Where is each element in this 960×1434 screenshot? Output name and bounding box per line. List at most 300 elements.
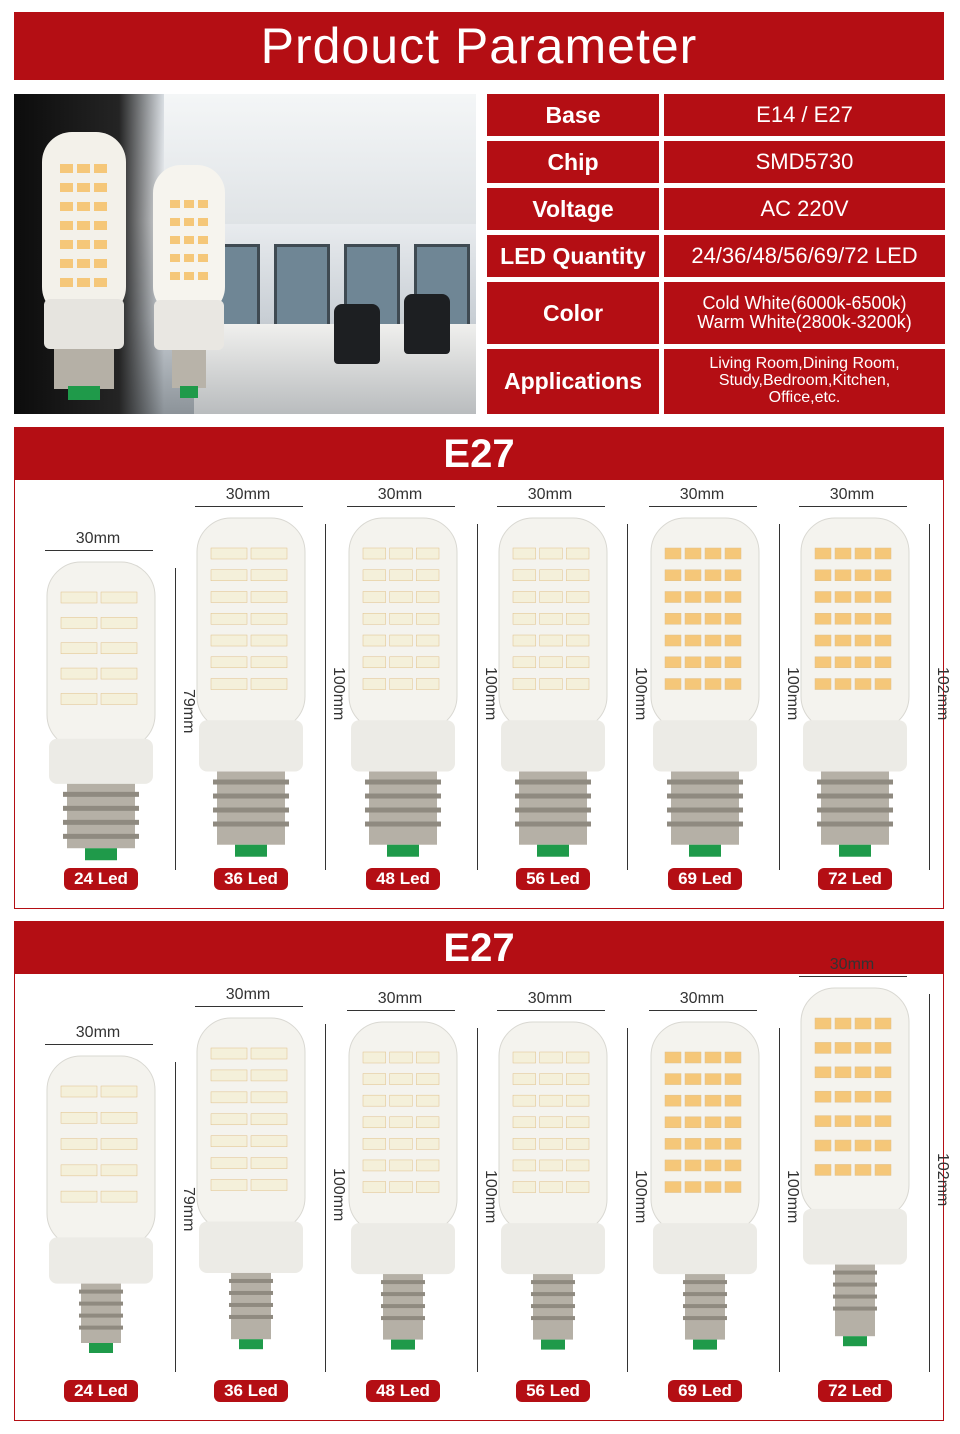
- led-chip: [875, 1067, 891, 1078]
- led-chip: [566, 1117, 589, 1128]
- led-chip: [705, 548, 721, 559]
- led-chip: [251, 635, 287, 646]
- led-chip: [61, 1139, 97, 1150]
- e27-corn-bulb-image: [41, 558, 161, 880]
- led-chip: [60, 183, 73, 192]
- led-chip: [363, 1138, 386, 1149]
- led-chip: [855, 679, 871, 690]
- led-chip: [211, 679, 247, 690]
- led-chip: [513, 635, 536, 646]
- led-chip: [416, 1117, 439, 1128]
- led-count-label: 56 Led: [516, 868, 590, 890]
- base-thread: [683, 1304, 727, 1308]
- width-dimension: 30mm: [829, 486, 875, 503]
- led-chip: [416, 1182, 439, 1193]
- product-card: [33, 428, 197, 908]
- led-chip: [685, 1160, 701, 1171]
- led-chip: [101, 668, 137, 679]
- page-title: Prdouct Parameter: [260, 18, 698, 74]
- led-chip: [94, 202, 107, 211]
- base-thread: [213, 780, 289, 785]
- led-chip: [513, 570, 536, 581]
- base-tip: [85, 848, 117, 860]
- led-chip: [363, 548, 386, 559]
- led-chip: [184, 200, 194, 208]
- led-chip: [855, 613, 871, 624]
- led-chip: [390, 657, 413, 668]
- led-chip: [540, 635, 563, 646]
- width-dimension: 30mm: [225, 486, 271, 503]
- base-thread: [229, 1315, 273, 1319]
- led-chip: [855, 1091, 871, 1102]
- height-dimension: 100mm: [632, 667, 649, 721]
- led-chip: [540, 1095, 563, 1106]
- led-chip: [101, 1086, 137, 1097]
- led-chip: [251, 1180, 287, 1191]
- led-chip: [725, 613, 741, 624]
- led-chip: [198, 272, 208, 280]
- led-chip: [416, 657, 439, 668]
- width-dimension-line: [347, 506, 455, 507]
- led-chip: [211, 1114, 247, 1125]
- bulb-collar: [351, 720, 455, 771]
- led-count-label: 24 Led: [64, 1380, 138, 1402]
- led-chip: [61, 1086, 97, 1097]
- led-chip: [416, 1074, 439, 1085]
- led-chip: [251, 1136, 287, 1147]
- led-chip: [685, 1095, 701, 1106]
- led-chip: [540, 1074, 563, 1085]
- base-thread: [515, 794, 591, 799]
- led-chip: [94, 240, 107, 249]
- led-chip: [251, 613, 287, 624]
- height-dimension: 79mm: [180, 689, 197, 734]
- led-chip: [725, 1052, 741, 1063]
- led-chip: [665, 592, 681, 603]
- width-dimension: 30mm: [75, 1024, 121, 1041]
- height-dimension-line: [627, 1028, 628, 1372]
- led-chip: [705, 679, 721, 690]
- width-dimension: 30mm: [527, 990, 573, 1007]
- led-chip: [363, 1160, 386, 1171]
- bulb-cover: [47, 562, 155, 749]
- base-thread: [515, 822, 591, 827]
- section-title: E27: [443, 431, 515, 476]
- product-card: [637, 428, 801, 908]
- height-dimension: 100mm: [784, 1170, 801, 1224]
- led-chip: [184, 272, 194, 280]
- led-chip: [705, 1138, 721, 1149]
- led-chip: [725, 592, 741, 603]
- led-chip: [540, 1160, 563, 1171]
- bulb-collar: [199, 1221, 303, 1273]
- base-thread: [381, 1316, 425, 1320]
- e27-corn-bulb-image: [191, 514, 311, 880]
- led-chip: [513, 613, 536, 624]
- spec-key: LED Quantity: [487, 235, 659, 277]
- product-card: [787, 922, 951, 1420]
- led-chip: [416, 635, 439, 646]
- led-chip: [540, 613, 563, 624]
- led-chip: [815, 1116, 831, 1127]
- led-chip: [251, 548, 287, 559]
- led-chip: [725, 679, 741, 690]
- led-chip: [251, 1114, 287, 1125]
- base-tip: [391, 1340, 415, 1350]
- e27-bulb-image: [34, 124, 134, 404]
- led-chip: [363, 613, 386, 624]
- led-chip: [211, 570, 247, 581]
- product-section-e14: [14, 921, 951, 1421]
- led-chip: [855, 570, 871, 581]
- led-chip: [416, 1138, 439, 1149]
- office-chair: [404, 294, 450, 354]
- led-chip: [60, 240, 73, 249]
- led-chip: [251, 1092, 287, 1103]
- base-thread: [381, 1304, 425, 1308]
- led-chip: [815, 1018, 831, 1029]
- led-chip: [815, 592, 831, 603]
- base-thread: [683, 1316, 727, 1320]
- led-chip: [685, 1182, 701, 1193]
- height-dimension: 100mm: [482, 1170, 499, 1224]
- led-chip: [835, 1164, 851, 1175]
- led-chip: [101, 693, 137, 704]
- led-chip: [390, 679, 413, 690]
- spec-value-line: Warm White(2800k-3200k): [697, 312, 912, 332]
- led-chip: [416, 1052, 439, 1063]
- led-chip: [94, 259, 107, 268]
- e14-corn-bulb-image: [343, 1018, 463, 1382]
- base-tip: [693, 1340, 717, 1350]
- led-chip: [170, 272, 180, 280]
- led-chip: [705, 635, 721, 646]
- led-chip: [77, 221, 90, 230]
- height-dimension-line: [175, 568, 176, 870]
- led-chip: [211, 657, 247, 668]
- led-chip: [77, 259, 90, 268]
- led-chip: [540, 592, 563, 603]
- led-chip: [815, 635, 831, 646]
- e14-bulb-image: [148, 160, 230, 400]
- led-chip: [416, 1095, 439, 1106]
- width-dimension-line: [195, 506, 303, 507]
- base-tip: [839, 845, 871, 857]
- width-dimension-line: [799, 976, 907, 977]
- led-chip: [363, 1052, 386, 1063]
- base-thread: [817, 780, 893, 785]
- led-chip: [835, 1116, 851, 1127]
- led-chip: [815, 1091, 831, 1102]
- led-chip: [815, 679, 831, 690]
- led-chip: [835, 1042, 851, 1053]
- led-chip: [835, 657, 851, 668]
- office-chair: [334, 304, 380, 364]
- led-chip: [77, 278, 90, 287]
- led-chip: [540, 1138, 563, 1149]
- led-chip: [855, 548, 871, 559]
- led-chip: [390, 592, 413, 603]
- led-chip: [101, 617, 137, 628]
- base-thread: [79, 1302, 123, 1306]
- height-dimension: 100mm: [632, 1170, 649, 1224]
- base-thread: [817, 794, 893, 799]
- led-chip: [875, 657, 891, 668]
- led-chip: [855, 635, 871, 646]
- height-dimension: 102mm: [934, 1153, 951, 1207]
- base-thread: [79, 1326, 123, 1330]
- led-chip: [705, 1095, 721, 1106]
- led-chip: [211, 1070, 247, 1081]
- height-dimension-line: [779, 1028, 780, 1372]
- led-chip: [540, 1052, 563, 1063]
- led-chip: [725, 570, 741, 581]
- base-thread: [817, 822, 893, 827]
- bulb-collar: [653, 720, 757, 771]
- product-photo: [14, 94, 476, 414]
- e27-corn-bulb-image: [493, 514, 613, 880]
- bulb-collar: [501, 1223, 605, 1274]
- led-chip: [101, 592, 137, 603]
- led-chip: [725, 1138, 741, 1149]
- led-chip: [815, 657, 831, 668]
- led-chip: [61, 693, 97, 704]
- led-chip: [211, 1048, 247, 1059]
- led-chip: [540, 570, 563, 581]
- led-chip: [363, 1117, 386, 1128]
- led-count-label: 72 Led: [818, 1380, 892, 1402]
- led-chip: [566, 679, 589, 690]
- base-tip: [235, 845, 267, 857]
- led-chip: [390, 1095, 413, 1106]
- width-dimension-line: [347, 1010, 455, 1011]
- spec-value: AC 220V: [664, 188, 945, 230]
- product-card: [33, 922, 197, 1420]
- led-chip: [513, 1117, 536, 1128]
- led-chip: [566, 1095, 589, 1106]
- page-title-banner: [14, 12, 944, 80]
- base-thread: [63, 820, 139, 825]
- led-chip: [815, 1164, 831, 1175]
- product-card: [485, 922, 649, 1420]
- led-chip: [416, 1160, 439, 1171]
- e14-corn-bulb-image: [795, 984, 915, 1382]
- base-thread: [213, 794, 289, 799]
- base-thread: [531, 1304, 575, 1308]
- led-chip: [705, 1117, 721, 1128]
- led-chip: [416, 570, 439, 581]
- led-chip: [211, 635, 247, 646]
- height-dimension-line: [477, 1028, 478, 1372]
- led-chip: [101, 1139, 137, 1150]
- led-chip: [875, 548, 891, 559]
- led-chip: [665, 1138, 681, 1149]
- width-dimension-line: [195, 1006, 303, 1007]
- base-thread: [79, 1290, 123, 1294]
- led-chip: [416, 592, 439, 603]
- led-chip: [815, 1067, 831, 1078]
- e27-corn-bulb-image: [343, 514, 463, 880]
- e14-corn-bulb-image: [41, 1052, 161, 1382]
- led-chip: [363, 592, 386, 603]
- led-chip: [251, 1070, 287, 1081]
- width-dimension: 30mm: [377, 990, 423, 1007]
- led-chip: [835, 570, 851, 581]
- led-chip: [77, 202, 90, 211]
- led-chip: [184, 218, 194, 226]
- led-chip: [665, 1117, 681, 1128]
- led-chip: [60, 259, 73, 268]
- base-thread: [229, 1279, 273, 1283]
- led-chip: [705, 570, 721, 581]
- led-chip: [390, 635, 413, 646]
- led-chip: [566, 613, 589, 624]
- height-dimension-line: [929, 994, 930, 1372]
- led-chip: [101, 1191, 137, 1202]
- base-thread: [667, 794, 743, 799]
- product-card: [485, 428, 649, 908]
- product-card: [637, 922, 801, 1420]
- led-chip: [566, 1052, 589, 1063]
- led-chip: [416, 679, 439, 690]
- led-chip: [363, 679, 386, 690]
- led-chip: [835, 635, 851, 646]
- led-chip: [540, 679, 563, 690]
- led-chip: [211, 592, 247, 603]
- led-chip: [566, 1074, 589, 1085]
- led-chip: [566, 1182, 589, 1193]
- led-chip: [101, 643, 137, 654]
- led-chip: [875, 1116, 891, 1127]
- led-chip: [390, 1117, 413, 1128]
- spec-row-voltage: [487, 188, 945, 230]
- base-thread: [63, 834, 139, 839]
- led-count-label: 56 Led: [516, 1380, 590, 1402]
- bulb-collar: [49, 1237, 153, 1283]
- led-chip: [685, 1052, 701, 1063]
- led-chip: [416, 548, 439, 559]
- spec-value: [664, 282, 945, 344]
- led-chip: [390, 570, 413, 581]
- e27-corn-bulb-image: [795, 514, 915, 880]
- led-chip: [875, 1018, 891, 1029]
- led-chip: [835, 1067, 851, 1078]
- base-thread: [531, 1292, 575, 1296]
- led-count-label: 36 Led: [214, 1380, 288, 1402]
- led-chip: [60, 221, 73, 230]
- e14-corn-bulb-image: [191, 1014, 311, 1382]
- base-tip: [843, 1336, 867, 1346]
- spec-value-line: Living Room,Dining Room,: [709, 355, 900, 373]
- height-dimension: 100mm: [330, 1168, 347, 1222]
- led-chip: [725, 657, 741, 668]
- base-thread: [381, 1292, 425, 1296]
- led-chip: [540, 1117, 563, 1128]
- led-chip: [170, 218, 180, 226]
- base-thread: [381, 1280, 425, 1284]
- base-thread: [683, 1280, 727, 1284]
- led-chip: [685, 635, 701, 646]
- led-chip: [725, 1117, 741, 1128]
- led-chip: [835, 1140, 851, 1151]
- bulb-collar: [803, 720, 907, 771]
- led-chip: [390, 1074, 413, 1085]
- width-dimension: 30mm: [377, 486, 423, 503]
- height-dimension: 79mm: [180, 1187, 197, 1232]
- led-chip: [513, 548, 536, 559]
- led-chip: [566, 1160, 589, 1171]
- led-chip: [251, 592, 287, 603]
- width-dimension-line: [649, 1010, 757, 1011]
- led-chip: [815, 1140, 831, 1151]
- base-thread: [515, 780, 591, 785]
- bulb-collar: [653, 1223, 757, 1274]
- spec-key: Applications: [487, 349, 659, 414]
- led-chip: [390, 548, 413, 559]
- base-thread: [213, 808, 289, 813]
- led-chip: [815, 1042, 831, 1053]
- led-chip: [835, 613, 851, 624]
- led-chip: [665, 1160, 681, 1171]
- led-chip: [390, 1138, 413, 1149]
- led-chip: [61, 1165, 97, 1176]
- led-chip: [705, 1160, 721, 1171]
- height-dimension-line: [627, 524, 628, 870]
- spec-row-base: [487, 94, 945, 136]
- spec-key: Chip: [487, 141, 659, 183]
- led-chip: [513, 1074, 536, 1085]
- base-thread: [365, 822, 441, 827]
- spec-value: [664, 349, 945, 414]
- led-count-label: 69 Led: [668, 868, 742, 890]
- led-chip: [665, 679, 681, 690]
- led-chip: [60, 278, 73, 287]
- led-chip: [566, 570, 589, 581]
- led-chip: [211, 1092, 247, 1103]
- led-chip: [665, 548, 681, 559]
- led-chip: [94, 221, 107, 230]
- led-chip: [513, 1138, 536, 1149]
- height-dimension-line: [477, 524, 478, 870]
- led-chip: [725, 1074, 741, 1085]
- base-thread: [79, 1314, 123, 1318]
- led-chip: [685, 613, 701, 624]
- led-chip: [390, 1182, 413, 1193]
- base-thread: [531, 1316, 575, 1320]
- led-chip: [665, 1095, 681, 1106]
- led-count-label: 36 Led: [214, 868, 288, 890]
- led-chip: [875, 1091, 891, 1102]
- spec-row-color: [487, 282, 945, 344]
- led-chip: [390, 1160, 413, 1171]
- led-chip: [211, 613, 247, 624]
- led-chip: [540, 657, 563, 668]
- bulb-collar: [351, 1223, 455, 1274]
- product-card: [335, 922, 499, 1420]
- led-chip: [184, 254, 194, 262]
- width-dimension-line: [45, 550, 153, 551]
- section-title: E27: [443, 925, 515, 970]
- base-thread: [531, 1280, 575, 1284]
- base-thread: [213, 822, 289, 827]
- led-chip: [566, 657, 589, 668]
- led-chip: [855, 1067, 871, 1078]
- base-thread: [229, 1303, 273, 1307]
- product-section-e27: [14, 427, 951, 909]
- led-chip: [77, 164, 90, 173]
- width-dimension: 30mm: [75, 530, 121, 547]
- led-chip: [855, 1116, 871, 1127]
